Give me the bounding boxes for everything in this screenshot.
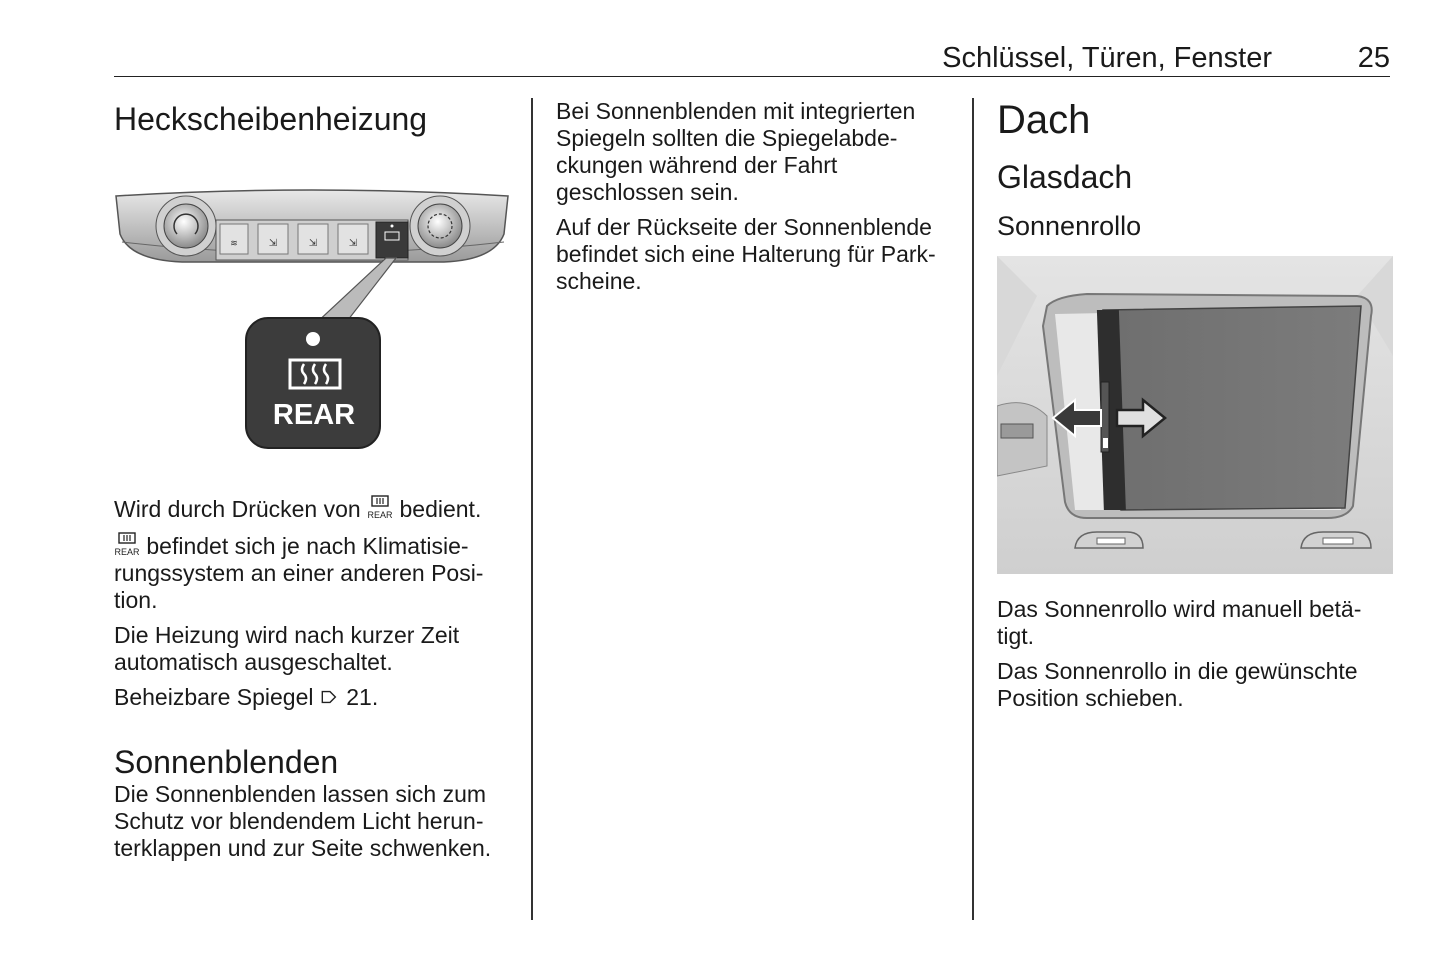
p2-line-3: tion. (114, 587, 158, 613)
paragraph-7 (556, 214, 956, 295)
p8-line-1: Das Sonnenrollo wird manuell betä- (997, 596, 1362, 622)
chapter-title: Schlüssel, Türen, Fenster (942, 42, 1272, 74)
p6-line-3: ckungen während der Fahrt (556, 152, 838, 178)
p6-line-1: Bei Sonnenblenden mit integrierten (556, 98, 916, 124)
p9-line-2: Position schieben. (997, 685, 1184, 711)
rear-defrost-button-callout (246, 318, 380, 448)
svg-text:REAR: REAR (367, 510, 393, 520)
column-left (114, 98, 512, 870)
section-heading-rear-heater: Heckscheibenheizung (114, 101, 428, 137)
column-middle (556, 98, 956, 303)
paragraph-1 (114, 494, 512, 523)
paragraph-9 (997, 658, 1393, 712)
p2-line-2: rungssystem an einer anderen Posi- (114, 560, 484, 586)
paragraph-5 (114, 781, 512, 862)
column-right (997, 98, 1393, 720)
p6-line-4: geschlossen sein. (556, 179, 739, 205)
p3-line-1: Die Heizung wird nach kurzer Zeit (114, 622, 460, 648)
page-header (114, 40, 1390, 77)
page-number: 25 (1357, 42, 1390, 74)
paragraph-6 (556, 98, 956, 206)
rear-defrost-icon (367, 494, 393, 520)
svg-text:⇲: ⇲ (268, 238, 278, 249)
p5-line-1: Die Sonnenblenden lassen sich zum (114, 781, 487, 807)
svg-text:⇲: ⇲ (308, 238, 318, 249)
climate-panel-illustration (114, 188, 512, 458)
svg-text:⇲: ⇲ (348, 238, 358, 249)
subsubsection-heading-sunshade: Sonnenrollo (997, 211, 1142, 241)
p5-line-3: terklappen und zur Seite schwenken. (114, 835, 492, 861)
p7-line-1: Auf der Rückseite der Sonnenblende (556, 214, 932, 240)
p7-line-3: scheine. (556, 268, 642, 294)
p8-line-2: tigt. (997, 623, 1035, 649)
subsection-heading-glass-roof: Glasdach (997, 159, 1133, 195)
paragraph-2 (114, 531, 512, 614)
right-knob (410, 196, 470, 256)
p4-page-ref[interactable]: 21. (346, 684, 379, 710)
svg-text:≋: ≋ (230, 239, 238, 249)
paragraph-4 (114, 684, 512, 711)
svg-text:REAR: REAR (114, 547, 140, 557)
panel-buttons (216, 220, 408, 260)
section-heading-roof: Dach (997, 98, 1091, 142)
p9-line-1: Das Sonnenrollo in die gewünschte (997, 658, 1358, 684)
rear-label: REAR (272, 399, 356, 431)
column-divider-1 (531, 98, 533, 920)
p1-text-b: bedient. (399, 496, 482, 522)
paragraph-3 (114, 622, 512, 676)
p3-line-2: automatisch ausgeschaltet. (114, 649, 393, 675)
section-heading-sun-visors: Sonnenblenden (114, 744, 339, 780)
column-divider-2 (972, 98, 974, 920)
page-reference-arrow-icon[interactable] (320, 687, 340, 707)
rear-defrost-icon (114, 531, 140, 557)
p5-line-2: Schutz vor blendendem Licht herun- (114, 808, 484, 834)
p1-text-a: Wird durch Drücken von (114, 496, 361, 522)
left-knob (156, 196, 216, 256)
p6-line-2: Spiegeln sollten die Spiegelabde- (556, 125, 898, 151)
paragraph-8 (997, 596, 1393, 650)
sunroof-illustration (997, 256, 1393, 574)
p2-line-1: befindet sich je nach Klimatisie- (146, 533, 469, 559)
p4-text: Beheizbare Spiegel (114, 684, 314, 710)
p7-line-2: befindet sich eine Halterung für Park- (556, 241, 936, 267)
